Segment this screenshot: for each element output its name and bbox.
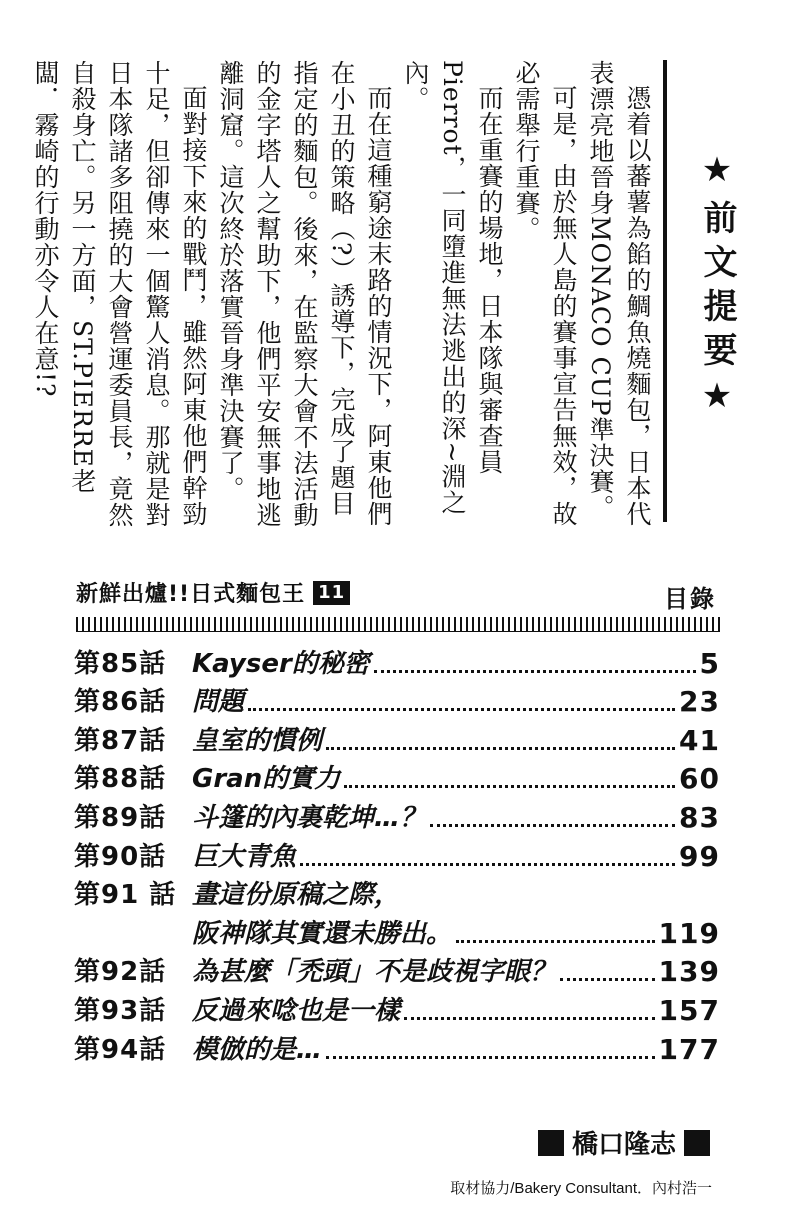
chapter-number: 第90話 (74, 841, 167, 872)
dot-leader (404, 1017, 655, 1020)
toc-entry[interactable] (74, 798, 720, 837)
dot-leader (430, 824, 675, 827)
chapter-title-line-2: 阪神隊其實還未勝出。 (192, 918, 453, 949)
chapter-number: 第88話 (74, 764, 167, 795)
toc-entry[interactable] (74, 991, 720, 1030)
dot-leader (326, 1056, 655, 1059)
toc-entry[interactable] (74, 837, 720, 876)
toc-entry-row (74, 914, 720, 953)
page-number: 177 (658, 1032, 720, 1066)
toc-entry-row (74, 876, 720, 915)
dot-leader (344, 785, 675, 788)
synopsis-title: ★前文提要★ (697, 150, 737, 426)
synopsis-paragraph: 憑着以蕃薯為餡的鯛魚燒麵包，日本代表漂亮地晉身MONACO CUP準決賽。 (586, 60, 652, 527)
toc-heading: 目錄 (664, 585, 716, 613)
toc-entry[interactable] (74, 953, 720, 992)
square-ornament-icon (684, 1130, 710, 1156)
toc-entry[interactable] (74, 683, 720, 722)
chapter-number: 第92話 (74, 957, 167, 988)
dot-leader (456, 940, 655, 943)
toc-entry[interactable] (74, 644, 720, 683)
chapter-number: 第86話 (74, 687, 167, 718)
toc-entry[interactable] (74, 1030, 720, 1069)
consultant-credit: 取材協力/Bakery Consultant．內村浩一 (450, 1180, 712, 1197)
square-ornament-icon (538, 1130, 564, 1156)
series-title (76, 577, 350, 608)
chapter-title: 斗篷的內裏乾坤…？ (192, 802, 427, 833)
chapter-title: 模倣的是… (192, 1034, 323, 1065)
toc-entry[interactable] (74, 721, 720, 760)
chapter-number: 第89話 (74, 802, 167, 833)
synopsis-paragraph: 而在這種窮途末路的情況下，阿東他們在小丑的策略（?）誘導下，完成了題目指定的麵包。後來，在監察大會不法活動的金字塔人之幫助下，他們平安無事地逃離洞窟。這次終於落實晉身準決賽了。 (216, 60, 393, 528)
toc-entry[interactable] (74, 876, 720, 953)
dot-leader (326, 747, 675, 750)
chapter-title: 問題 (192, 687, 245, 718)
synopsis-paragraph: 面對接下來的戰鬥，雖然阿東他們幹勁十足，但卻傳來一個驚人消息。那就是對日本隊諸多阻撓的大會營運委員長，竟然自殺身亡。另一方面，ST.PIERRE老闆．霧崎的行動亦令人在意!? (31, 60, 208, 528)
volume-badge: 11 (313, 581, 350, 605)
toc-list (74, 644, 720, 1069)
chapter-number: 第85話 (74, 648, 167, 679)
chapter-title: Kayser的秘密 (192, 648, 370, 679)
series-title-text: 新鮮出爐!!日式麵包王 (76, 582, 306, 607)
page-number: 99 (679, 839, 720, 873)
dot-leader (300, 863, 675, 866)
chapter-number: 第87話 (74, 725, 167, 756)
chapter-number: 第94話 (74, 1034, 167, 1065)
chapter-number: 第91 話 (74, 880, 177, 911)
chapter-title-line-1: 畫這份原稿之際， (192, 880, 401, 911)
chapter-title: Gran的實力 (192, 764, 341, 795)
synopsis-paragraph: 而在重賽的場地，日本隊與審查員Pierrot，一同墮進無法逃出的深~淵之內。 (401, 60, 504, 516)
chapter-number: 第93話 (74, 995, 167, 1026)
page-number: 23 (679, 685, 720, 719)
chapter-title: 為甚麼「禿頭」不是歧視字眼？ (192, 957, 557, 988)
toc-divider (76, 617, 720, 632)
page-number: 83 (679, 800, 720, 834)
author-name: 橋口隆志 (571, 1130, 676, 1160)
toc-entry[interactable] (74, 760, 720, 799)
dot-leader (374, 670, 696, 673)
chapter-title: 巨大青魚 (192, 841, 297, 872)
synopsis-body (31, 60, 656, 528)
chapter-title: 反過來唸也是一樣 (192, 995, 401, 1026)
dot-leader (560, 978, 655, 981)
page-number: 60 (679, 762, 720, 796)
dot-leader (248, 708, 675, 711)
synopsis-paragraph: 可是，由於無人島的賽事宣告無效，故必需舉行重賽。 (512, 60, 578, 527)
author-credit (538, 1124, 710, 1161)
synopsis-divider (663, 60, 667, 522)
page-number: 5 (699, 646, 720, 680)
page-number: 157 (658, 993, 720, 1027)
page-number: 139 (658, 955, 720, 989)
page-number: 119 (658, 916, 720, 950)
page-number: 41 (679, 723, 720, 757)
chapter-title: 皇室的慣例 (192, 725, 323, 756)
